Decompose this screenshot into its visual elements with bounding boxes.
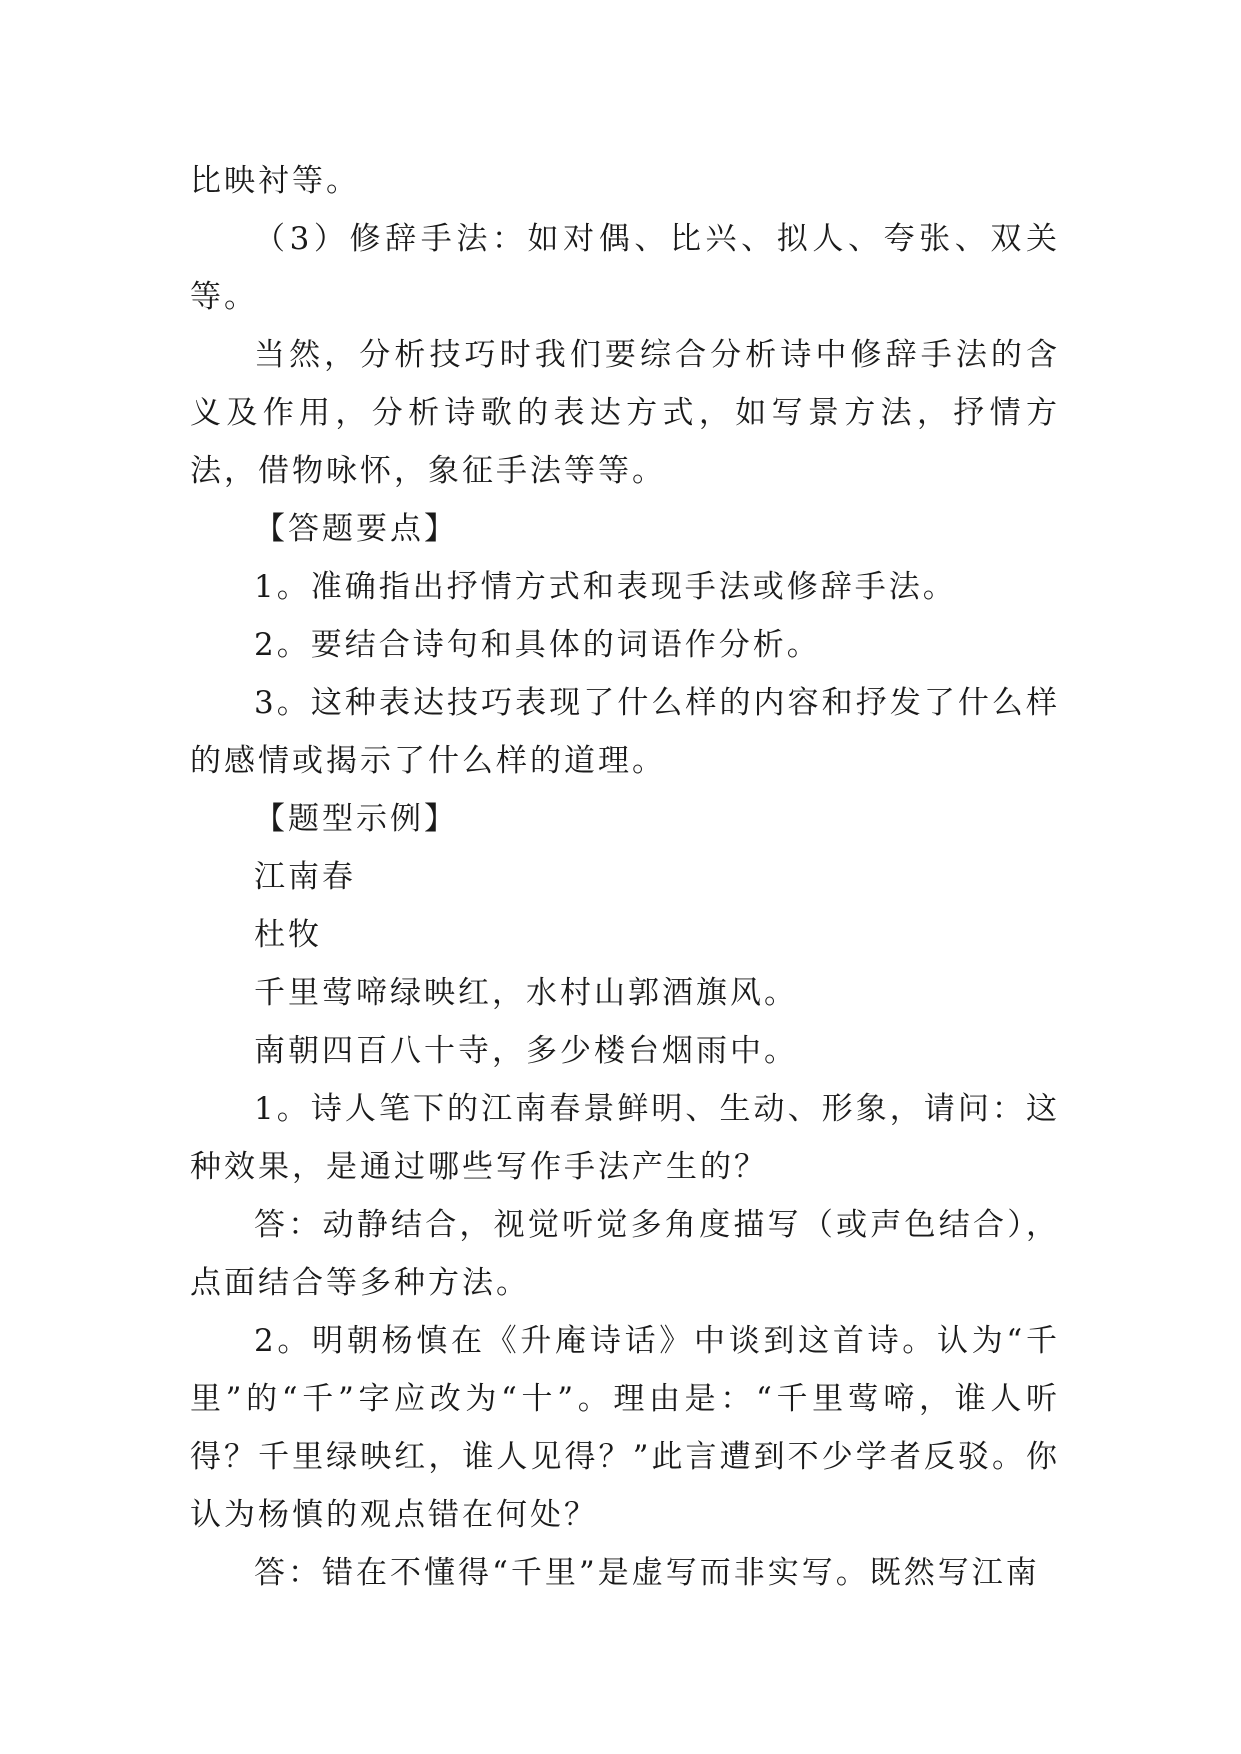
paragraph-analysis-note: 当然，分析技巧时我们要综合分析诗中修辞手法的含义及作用，分析诗歌的表达方式，如写景方法，抒情方法，借物咏怀，象征手法等等。 [190,337,1060,489]
answer-point-2: 2。要结合诗句和具体的词语作分析。 [254,627,821,663]
section-heading-answer-points: 【答题要点】 [254,511,458,547]
answer-1: 答：动静结合，视觉听觉多角度描写（或声色结合），点面结合等多种方法。 [190,1207,1060,1301]
question-2: 2。明朝杨慎在《升庵诗话》中谈到这首诗。认为“千里”的“千”字应改为“十”。理由是：“千里莺啼，谁人听得？千里绿映红，谁人见得？”此言遭到不少学者反驳。你认为杨慎的观点错在何处？ [190,1323,1060,1533]
poem-author: 杜牧 [254,917,322,953]
answer-2: 答：错在不懂得“千里”是虚写而非实写。既然写江南 [254,1555,1040,1591]
paragraph-rhetoric-devices: （3）修辞手法：如对偶、比兴、拟人、夸张、双关等。 [190,221,1060,315]
document-body [190,152,1060,1602]
poem-line-2: 南朝四百八十寺，多少楼台烟雨中。 [254,1033,798,1069]
paragraph-continuation: 比映衬等。 [190,163,360,199]
section-heading-examples: 【题型示例】 [254,801,458,837]
answer-point-3: 3。这种表达技巧表现了什么样的内容和抒发了什么样的感情或揭示了什么样的道理。 [190,685,1060,779]
poem-line-1: 千里莺啼绿映红，水村山郭酒旗风。 [254,975,798,1011]
answer-point-1: 1。准确指出抒情方式和表现手法或修辞手法。 [254,569,957,605]
poem-title: 江南春 [254,859,356,895]
question-1: 1。诗人笔下的江南春景鲜明、生动、形象，请问：这种效果，是通过哪些写作手法产生的？ [190,1091,1060,1185]
